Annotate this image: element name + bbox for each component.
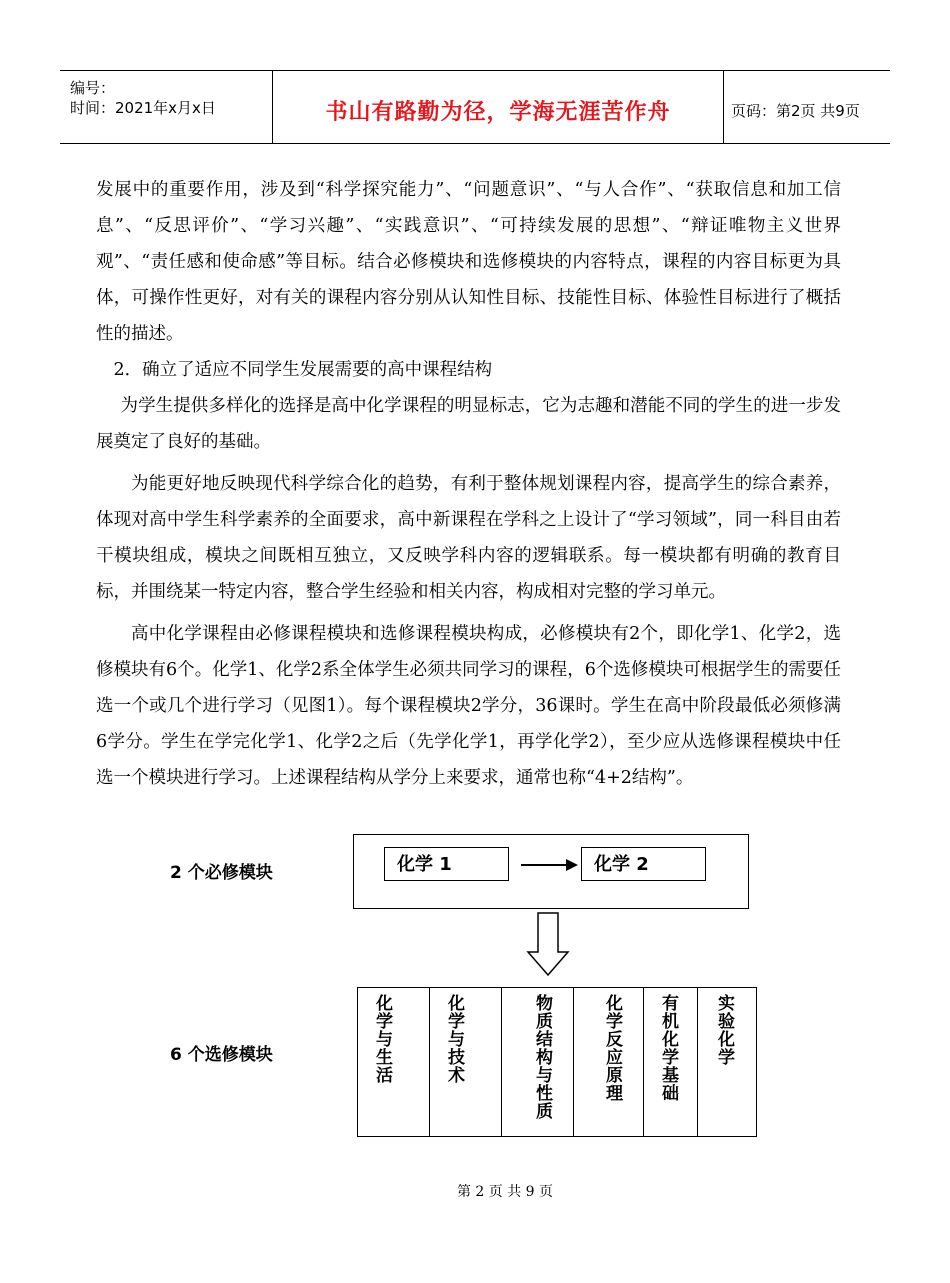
elective-module-name: 化学反应原理 [602, 994, 622, 1102]
page-footer: 第 2 页 共 9 页 [456, 1184, 554, 1200]
down-arrow-icon [528, 913, 568, 975]
elective-module-column [430, 988, 502, 1136]
elective-module-column [574, 988, 644, 1136]
paragraph: 为学生提供多样化的选择是高中化学课程的明显标志，它为志趣和潜能不同的学生的进一步发展奠定了良好的基础。 [96, 396, 841, 452]
elective-modules-label: 6 个选修模块 [170, 1045, 273, 1065]
required-module-box: 化学 1 [384, 847, 509, 881]
header-page-number: 页码：第2页 共9页 [731, 102, 860, 120]
header-motto-cell [272, 71, 724, 143]
document-time-label: 时间：2021年x月x日 [70, 99, 216, 117]
required-module-box: 化学 2 [581, 847, 706, 881]
document-body [96, 172, 841, 796]
header-page-cell [723, 71, 890, 143]
elective-module-name: 物质结构与性质 [532, 994, 552, 1120]
elective-module-column [698, 988, 756, 1136]
paragraph: 高中化学课程由必修课程模块和选修课程模块构成，必修模块有2个，即化学1、化学2，选修模块有6个。化学1、化学2系全体学生必须共同学习的课程，6个选修模块可根据学生的需要任选一个或几个进行学习（见图1）。每个课程模块2学分，36课时。学生在高中阶段最低必须修满6学分。学生在学完化学1、化学2之后（先学化学1，再学化学2），至少应从选修课程模块中任选一个模块进行学习。上述课程结构从学分上来要求，通常也称“4+2结构”。 [96, 624, 841, 788]
elective-module-name: 有机化学基础 [658, 994, 678, 1102]
document-number-label: 编号： [70, 79, 116, 97]
elective-module-column [644, 988, 698, 1136]
paragraph: 为能更好地反映现代科学综合化的趋势，有利于整体规划课程内容，提高学生的综合素养，体现对高中学生科学素养的全面要求，高中新课程在学科之上设计了“学习领域”，同一科目由若干模块组成，模块之间既相互独立，又反映学科内容的逻辑联系。每一模块都有明确的教育目标，并围绕某一特定内容，整合学生经验和相关内容，构成相对完整的学习单元。 [96, 474, 841, 602]
elective-module-column [358, 988, 430, 1136]
header-motto: 书山有路勤为径，学海无涯苦作舟 [325, 100, 671, 125]
elective-module-column [502, 988, 574, 1136]
elective-module-name: 化学与生活 [372, 994, 392, 1084]
header-info-cell [60, 71, 272, 143]
elective-module-name: 实验化学 [714, 994, 734, 1066]
required-modules-label: 2 个必修模块 [170, 863, 273, 883]
section-heading: 2．确立了适应不同学生发展需要的高中课程结构 [113, 360, 493, 380]
paragraph: 发展中的重要作用，涉及到“科学探究能力”、“问题意识”、“与人合作”、“获取信息和加工信息”、“反思评价”、“学习兴趣”、“实践意识”、“可持续发展的思想”、“辩证唯物主义世界观”、“责任感和使命感”等目标。结合必修模块和选修模块的内容特点，课程的内容目标更为具体，可操作性更好，对有关的课程内容分别从认知性目标、技能性目标、体验性目标进行了概括性的描述。 [96, 180, 841, 344]
elective-modules-frame [357, 987, 757, 1137]
page-header [60, 70, 890, 144]
elective-module-name: 化学与技术 [444, 994, 464, 1084]
